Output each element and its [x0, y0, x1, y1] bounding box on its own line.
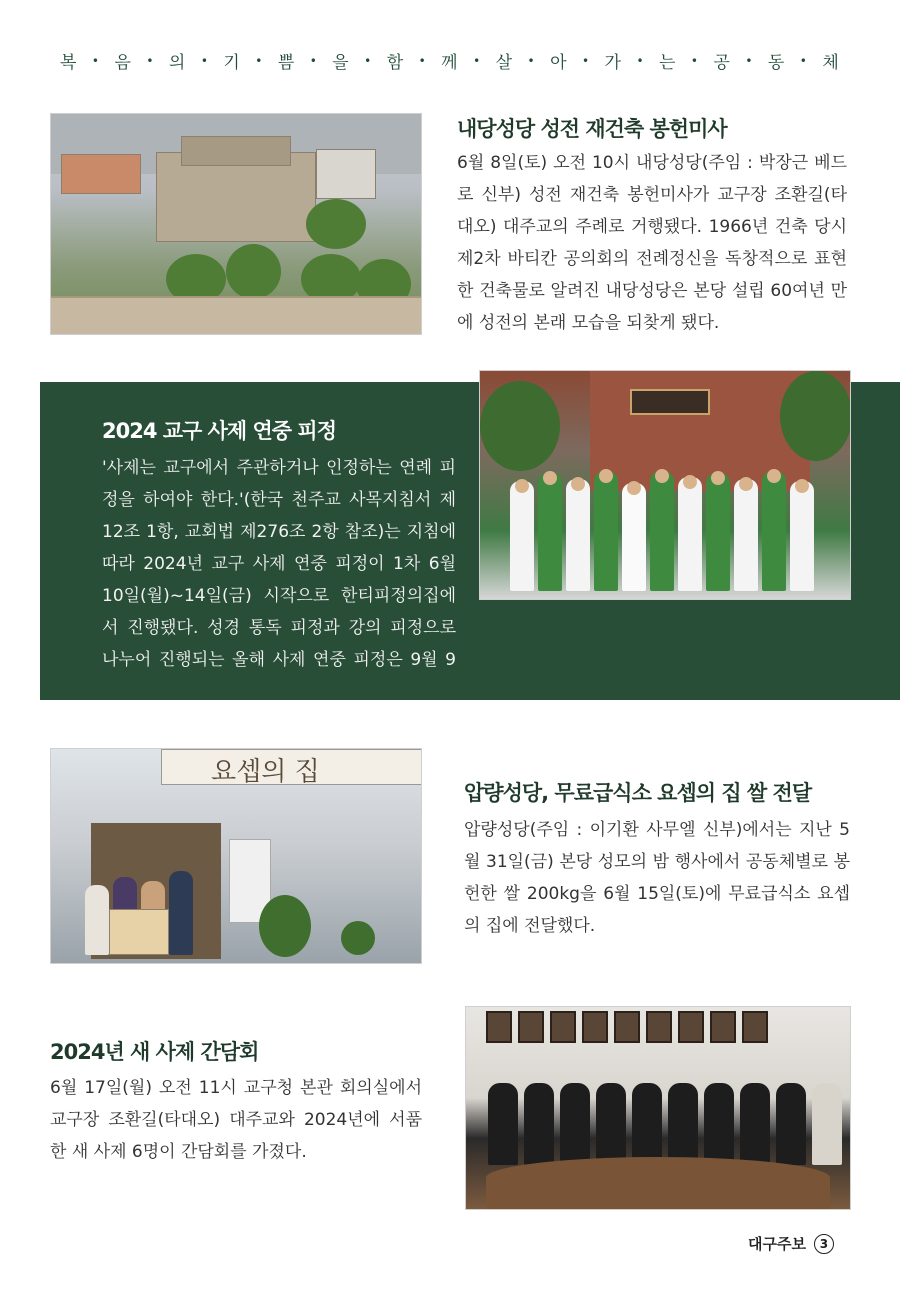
tagline-dot: • — [690, 53, 699, 68]
shrub — [341, 921, 375, 955]
aprang-title: 압량성당, 무료급식소 요셉의 집 쌀 전달 — [464, 781, 812, 805]
priest-figure — [740, 1083, 770, 1165]
tagline-dot: • — [364, 53, 373, 68]
tagline-dot: • — [255, 53, 264, 68]
head — [571, 477, 585, 491]
nun-figure — [622, 483, 646, 591]
tagline-dot: • — [581, 53, 591, 68]
stone-wall — [51, 296, 422, 335]
tagline-char: 아 — [550, 53, 568, 73]
clergy-figure — [734, 479, 758, 591]
tagline-char: 는 — [658, 53, 677, 73]
head — [711, 471, 725, 485]
clergy-figure — [566, 479, 590, 591]
person-figure — [85, 885, 109, 955]
clergy-figure — [678, 477, 702, 591]
retreat-group-photo — [479, 370, 851, 600]
head — [795, 479, 809, 493]
tree — [780, 371, 851, 461]
head — [739, 477, 753, 491]
priest-figure — [668, 1083, 698, 1165]
portrait-frame — [518, 1011, 544, 1043]
church-plaque — [630, 389, 710, 415]
priest-figure — [704, 1083, 734, 1165]
tagline-char: 의 — [168, 53, 187, 73]
newpriests-title: 2024년 새 사제 간담회 — [50, 1040, 259, 1064]
tagline-dot: • — [473, 53, 482, 68]
clergy-figure — [790, 481, 814, 591]
tagline — [60, 48, 840, 73]
tagline-char: 음 — [114, 53, 132, 73]
tagline-char: 살 — [495, 53, 514, 73]
priest-figure — [560, 1083, 590, 1165]
priest-figure — [776, 1083, 806, 1165]
head — [683, 475, 697, 489]
clergy-figure — [650, 471, 674, 591]
church-roof — [181, 136, 291, 166]
clergy-figure — [594, 471, 618, 591]
tagline-dot: • — [200, 53, 209, 68]
head — [627, 481, 641, 495]
head — [515, 479, 529, 493]
head — [767, 469, 781, 483]
clergy-figure — [538, 473, 562, 591]
retreat-body-text: '사제는 교구에서 주관하거나 인정하는 연례 피정을 하여야 한다.'(한국 천주교 사목지침서 제12조 1항, 교회법 제276조 2항 참조)는 지침에 따라 2024년 교구 사제 연중 피정이 1차 6월 10일(월)~14일(금) 시작으로 한티피정의집에 — [102, 458, 456, 606]
portrait-frame — [646, 1011, 672, 1043]
publication-name: 대구주보 — [748, 1235, 806, 1253]
meeting-table — [486, 1157, 830, 1209]
tree — [480, 381, 560, 471]
retreat-body-continued: 서 진행됐다. 성경 통독 피정과 강의 피정으로 나누어 진행되는 올해 사제 연중 피정은 9월 9 — [102, 618, 456, 670]
tagline-char: 복 — [60, 53, 78, 73]
clergy-figure — [706, 473, 730, 591]
naedang-title: 내당성당 성전 재건축 봉헌미사 — [457, 117, 727, 141]
page-footer — [748, 1233, 834, 1254]
priest-figure — [596, 1083, 626, 1165]
portrait-frame — [582, 1011, 608, 1043]
tagline-dot: • — [418, 53, 427, 68]
person-figure — [169, 871, 193, 955]
page-number: 3 — [814, 1234, 834, 1254]
head — [543, 471, 557, 485]
new-priests-photo — [465, 1006, 851, 1210]
naedang-church-photo — [50, 113, 422, 335]
rice-bags — [109, 909, 169, 955]
portrait-frame — [550, 1011, 576, 1043]
aprang-body: 압량성당(주임 : 이기환 사무엘 신부)에서는 지난 5월 31일(금) 본당 성모의 밤 행사에서 공동체별로 봉헌한 쌀 200kg을 6월 15일(토)에 무료급식소 요셉의 집에 전달했다. — [464, 820, 850, 936]
portrait-frame — [614, 1011, 640, 1043]
neighbor-building — [61, 154, 141, 194]
tagline-dot: • — [527, 53, 536, 68]
tagline-dot: • — [636, 53, 645, 68]
tagline-dot: • — [91, 53, 100, 68]
portrait-frame — [742, 1011, 768, 1043]
retreat-title: 2024 교구 사제 연중 피정 — [102, 419, 336, 443]
naedang-body: 6월 8일(토) 오전 10시 내당성당(주임 : 박장근 베드로 신부) 성전 재건축 봉헌미사가 교구장 조환길(타대오) 대주교의 주례로 거행됐다. 1966년 건축 당시 제2차 바티칸 공의회의 전례정신을 독창적으로 표현한 건축물로 알려진 내당성당은 본당 설립 60여년 만에 성전의 본래 모습을 되찾게 됐다. — [457, 153, 847, 333]
clergy-figure — [510, 481, 534, 591]
neighbor-building — [316, 149, 376, 199]
retreat-body-part2 — [102, 612, 862, 676]
tagline-dot: • — [146, 53, 155, 68]
tagline-dot: • — [309, 53, 318, 68]
tagline-char: 기 — [223, 53, 241, 73]
tree — [306, 199, 366, 249]
tagline-char: 함 — [386, 53, 405, 73]
tagline-char: 쁨 — [277, 53, 296, 73]
priest-figure — [524, 1083, 554, 1165]
clergy-figure — [762, 471, 786, 591]
newpriests-body: 6월 17일(월) 오전 11시 교구청 본관 회의실에서 교구장 조환길(타대오) 대주교와 2024년에 서품한 새 사제 6명이 간담회를 가졌다. — [50, 1078, 422, 1162]
joseph-house-photo — [50, 748, 422, 964]
portrait-frame — [678, 1011, 704, 1043]
tagline-char: 공 — [713, 53, 731, 73]
tagline-char: 을 — [332, 53, 350, 73]
tagline-dot: • — [745, 53, 754, 68]
priest-figure — [632, 1083, 662, 1165]
tagline-char: 동 — [767, 53, 786, 73]
shrub — [259, 895, 311, 957]
retreat-body-part1 — [102, 452, 456, 612]
tagline-char: 가 — [604, 53, 622, 73]
joseph-house-sign-text: 요셉의 집 — [211, 757, 320, 787]
head — [655, 469, 669, 483]
portrait-frame — [710, 1011, 736, 1043]
tagline-dot: • — [799, 53, 808, 68]
portrait-frame — [486, 1011, 512, 1043]
tree — [226, 244, 281, 299]
tagline-char: 께 — [441, 53, 459, 73]
tagline-char: 체 — [822, 53, 840, 73]
priest-figure — [488, 1083, 518, 1165]
head — [599, 469, 613, 483]
priest-figure — [812, 1083, 842, 1165]
